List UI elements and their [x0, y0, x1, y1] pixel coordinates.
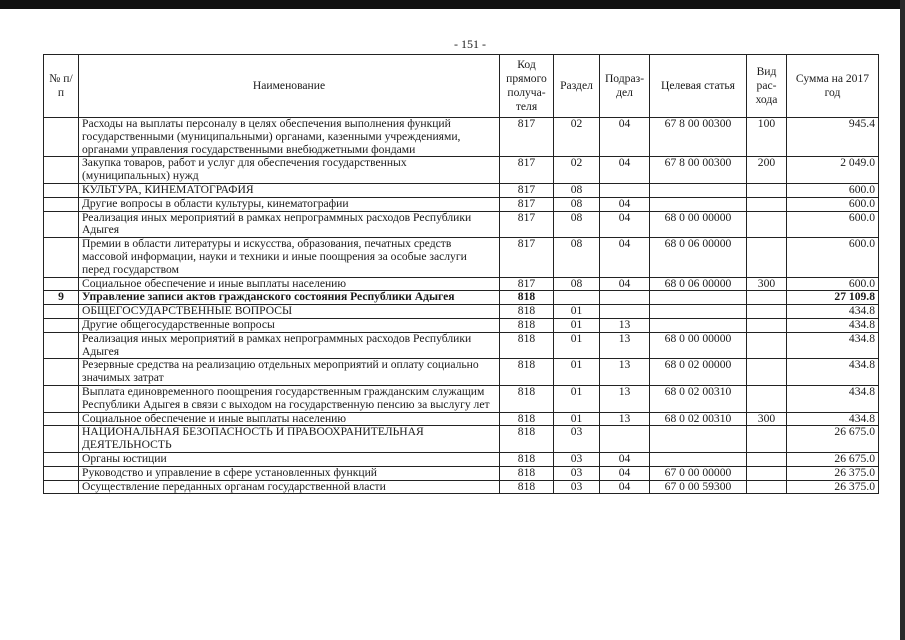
- row-subsection: 13: [600, 332, 650, 359]
- row-code: 817: [500, 238, 554, 277]
- row-section: 01: [554, 318, 600, 332]
- header-name: Наименование: [79, 55, 500, 118]
- row-target: 68 0 02 00310: [650, 385, 747, 412]
- row-name: Другие вопросы в области культуры, кинематографии: [79, 197, 500, 211]
- row-number: [44, 385, 79, 412]
- header-code: Код прямого получа-теля: [500, 55, 554, 118]
- row-code: 818: [500, 359, 554, 386]
- row-name: Другие общегосударственные вопросы: [79, 318, 500, 332]
- row-subsection: 04: [600, 238, 650, 277]
- row-sum: 26 375.0: [787, 480, 879, 494]
- row-code: 817: [500, 183, 554, 197]
- row-sum: 600.0: [787, 211, 879, 238]
- row-sum: 26 375.0: [787, 466, 879, 480]
- row-name: Органы юстиции: [79, 452, 500, 466]
- row-number: [44, 480, 79, 494]
- row-target: 67 8 00 00300: [650, 157, 747, 184]
- table-body: [44, 118, 879, 494]
- page-number: - 151 -: [454, 37, 486, 51]
- row-sum: 600.0: [787, 183, 879, 197]
- row-kind: [747, 305, 787, 319]
- row-subsection: [600, 426, 650, 453]
- row-kind: [747, 332, 787, 359]
- table-row: [44, 197, 879, 211]
- row-subsection: 04: [600, 211, 650, 238]
- row-kind: [747, 466, 787, 480]
- scan-border-right: [900, 0, 905, 640]
- table-row: [44, 305, 879, 319]
- row-subsection: 13: [600, 412, 650, 426]
- row-target: 68 0 06 00000: [650, 238, 747, 277]
- row-sum: 434.8: [787, 318, 879, 332]
- table-row: [44, 157, 879, 184]
- row-sum: 434.8: [787, 412, 879, 426]
- row-section: 03: [554, 466, 600, 480]
- row-kind: [747, 291, 787, 305]
- row-target: 67 0 00 00000: [650, 466, 747, 480]
- row-number: [44, 305, 79, 319]
- row-subsection: 13: [600, 359, 650, 386]
- row-number: [44, 466, 79, 480]
- row-name: Резервные средства на реализацию отдельных мероприятий и оплату социально значимых затрат: [79, 359, 500, 386]
- row-target: 67 0 00 59300: [650, 480, 747, 494]
- row-section: 01: [554, 305, 600, 319]
- row-target: 68 0 06 00000: [650, 277, 747, 291]
- row-subsection: 04: [600, 197, 650, 211]
- row-code: 818: [500, 412, 554, 426]
- row-section: 02: [554, 157, 600, 184]
- row-number: [44, 452, 79, 466]
- row-number: [44, 197, 79, 211]
- row-section: 02: [554, 118, 600, 157]
- header-num: № п/п: [44, 55, 79, 118]
- row-name: Премии в области литературы и искусства, образования, печатных средств массовой информации, науки и техники и иные поощрения за особые заслуги перед государством: [79, 238, 500, 277]
- row-code: 817: [500, 277, 554, 291]
- row-kind: [747, 480, 787, 494]
- row-target: [650, 197, 747, 211]
- row-section: 08: [554, 277, 600, 291]
- row-code: 818: [500, 466, 554, 480]
- row-section: 01: [554, 385, 600, 412]
- row-section: 08: [554, 197, 600, 211]
- table-row: [44, 359, 879, 386]
- table-row: [44, 385, 879, 412]
- row-code: 817: [500, 118, 554, 157]
- row-subsection: 04: [600, 466, 650, 480]
- row-subsection: 04: [600, 157, 650, 184]
- row-section: 08: [554, 211, 600, 238]
- row-kind: [747, 238, 787, 277]
- row-kind: [747, 197, 787, 211]
- row-number: [44, 157, 79, 184]
- row-sum: 434.8: [787, 332, 879, 359]
- row-target: [650, 452, 747, 466]
- table-row: [44, 118, 879, 157]
- row-subsection: [600, 305, 650, 319]
- row-name: Социальное обеспечение и иные выплаты населению: [79, 277, 500, 291]
- row-subsection: [600, 183, 650, 197]
- row-sum: 26 675.0: [787, 452, 879, 466]
- row-section: [554, 291, 600, 305]
- row-number: [44, 183, 79, 197]
- row-section: 03: [554, 426, 600, 453]
- row-name: Социальное обеспечение и иные выплаты населению: [79, 412, 500, 426]
- row-target: [650, 305, 747, 319]
- row-sum: 600.0: [787, 277, 879, 291]
- row-name: КУЛЬТУРА, КИНЕМАТОГРАФИЯ: [79, 183, 500, 197]
- row-number: [44, 426, 79, 453]
- row-section: 03: [554, 480, 600, 494]
- row-name: Закупка товаров, работ и услуг для обеспечения государственных (муниципальных) нужд: [79, 157, 500, 184]
- header-subsection: Подраз-дел: [600, 55, 650, 118]
- row-code: 818: [500, 426, 554, 453]
- row-kind: [747, 183, 787, 197]
- row-number: [44, 277, 79, 291]
- row-target: 68 0 02 00310: [650, 412, 747, 426]
- row-kind: 200: [747, 157, 787, 184]
- row-subsection: 04: [600, 118, 650, 157]
- row-kind: 300: [747, 412, 787, 426]
- row-kind: 300: [747, 277, 787, 291]
- row-code: 818: [500, 385, 554, 412]
- row-subsection: [600, 291, 650, 305]
- row-code: 818: [500, 332, 554, 359]
- row-code: 818: [500, 318, 554, 332]
- row-name: Реализация иных мероприятий в рамках непрограммных расходов Республики Адыгея: [79, 332, 500, 359]
- row-sum: 600.0: [787, 197, 879, 211]
- row-code: 818: [500, 291, 554, 305]
- scan-border-top: [0, 0, 905, 9]
- header-target: Целевая статья: [650, 55, 747, 118]
- row-name: Руководство и управление в сфере установленных функций: [79, 466, 500, 480]
- row-target: [650, 426, 747, 453]
- table-row: [44, 452, 879, 466]
- row-sum: 27 109.8: [787, 291, 879, 305]
- row-sum: 945.4: [787, 118, 879, 157]
- table-row: [44, 466, 879, 480]
- row-target: 67 8 00 00300: [650, 118, 747, 157]
- header-section: Раздел: [554, 55, 600, 118]
- row-subsection: 04: [600, 480, 650, 494]
- row-number: [44, 359, 79, 386]
- header-kind: Вид рас-хода: [747, 55, 787, 118]
- row-kind: [747, 318, 787, 332]
- row-number: [44, 332, 79, 359]
- row-number: [44, 118, 79, 157]
- table-row: [44, 332, 879, 359]
- row-kind: [747, 452, 787, 466]
- table-row: [44, 426, 879, 453]
- row-name: Выплата единовременного поощрения государственным гражданским служащим Республики Адыгея в связи с выходом на государственную пенсию за выслугу лет: [79, 385, 500, 412]
- table-row: [44, 211, 879, 238]
- row-code: 818: [500, 305, 554, 319]
- row-number: [44, 412, 79, 426]
- row-target: 68 0 00 00000: [650, 211, 747, 238]
- row-section: 01: [554, 332, 600, 359]
- table-row: [44, 412, 879, 426]
- row-name: Реализация иных мероприятий в рамках непрограммных расходов Республики Адыгея: [79, 211, 500, 238]
- row-subsection: 13: [600, 385, 650, 412]
- row-subsection: 13: [600, 318, 650, 332]
- row-code: 817: [500, 157, 554, 184]
- row-subsection: 04: [600, 452, 650, 466]
- row-section: 08: [554, 238, 600, 277]
- row-name: НАЦИОНАЛЬНАЯ БЕЗОПАСНОСТЬ И ПРАВООХРАНИТЕЛЬНАЯ ДЕЯТЕЛЬНОСТЬ: [79, 426, 500, 453]
- row-target: 68 0 00 00000: [650, 332, 747, 359]
- table-row: [44, 318, 879, 332]
- row-section: 08: [554, 183, 600, 197]
- row-name: Расходы на выплаты персоналу в целях обеспечения выполнения функций государственными (муниципальными) органами, казенными учреждениями, органами управления государственными внебюджетными фондами: [79, 118, 500, 157]
- row-kind: 100: [747, 118, 787, 157]
- row-number: [44, 318, 79, 332]
- row-target: [650, 291, 747, 305]
- row-sum: 600.0: [787, 238, 879, 277]
- header-sum: Сумма на 2017 год: [787, 55, 879, 118]
- row-target: 68 0 02 00000: [650, 359, 747, 386]
- row-name: Управление записи актов гражданского состояния Республики Адыгея: [79, 291, 500, 305]
- row-sum: 2 049.0: [787, 157, 879, 184]
- table-header-row: [44, 55, 879, 118]
- row-code: 817: [500, 197, 554, 211]
- row-name: Осуществление переданных органам государственной власти: [79, 480, 500, 494]
- table-row: [44, 480, 879, 494]
- table-row: [44, 291, 879, 305]
- row-section: 01: [554, 412, 600, 426]
- row-target: [650, 318, 747, 332]
- table-row: [44, 277, 879, 291]
- row-sum: 434.8: [787, 385, 879, 412]
- row-code: 817: [500, 211, 554, 238]
- row-kind: [747, 385, 787, 412]
- row-section: 03: [554, 452, 600, 466]
- row-code: 818: [500, 452, 554, 466]
- row-kind: [747, 211, 787, 238]
- row-sum: 26 675.0: [787, 426, 879, 453]
- row-number: 9: [44, 291, 79, 305]
- row-subsection: 04: [600, 277, 650, 291]
- row-section: 01: [554, 359, 600, 386]
- row-kind: [747, 426, 787, 453]
- row-sum: 434.8: [787, 305, 879, 319]
- row-sum: 434.8: [787, 359, 879, 386]
- row-kind: [747, 359, 787, 386]
- row-number: [44, 211, 79, 238]
- row-code: 818: [500, 480, 554, 494]
- row-number: [44, 238, 79, 277]
- table-row: [44, 183, 879, 197]
- row-target: [650, 183, 747, 197]
- budget-table: [43, 54, 879, 494]
- table-row: [44, 238, 879, 277]
- row-name: ОБЩЕГОСУДАРСТВЕННЫЕ ВОПРОСЫ: [79, 305, 500, 319]
